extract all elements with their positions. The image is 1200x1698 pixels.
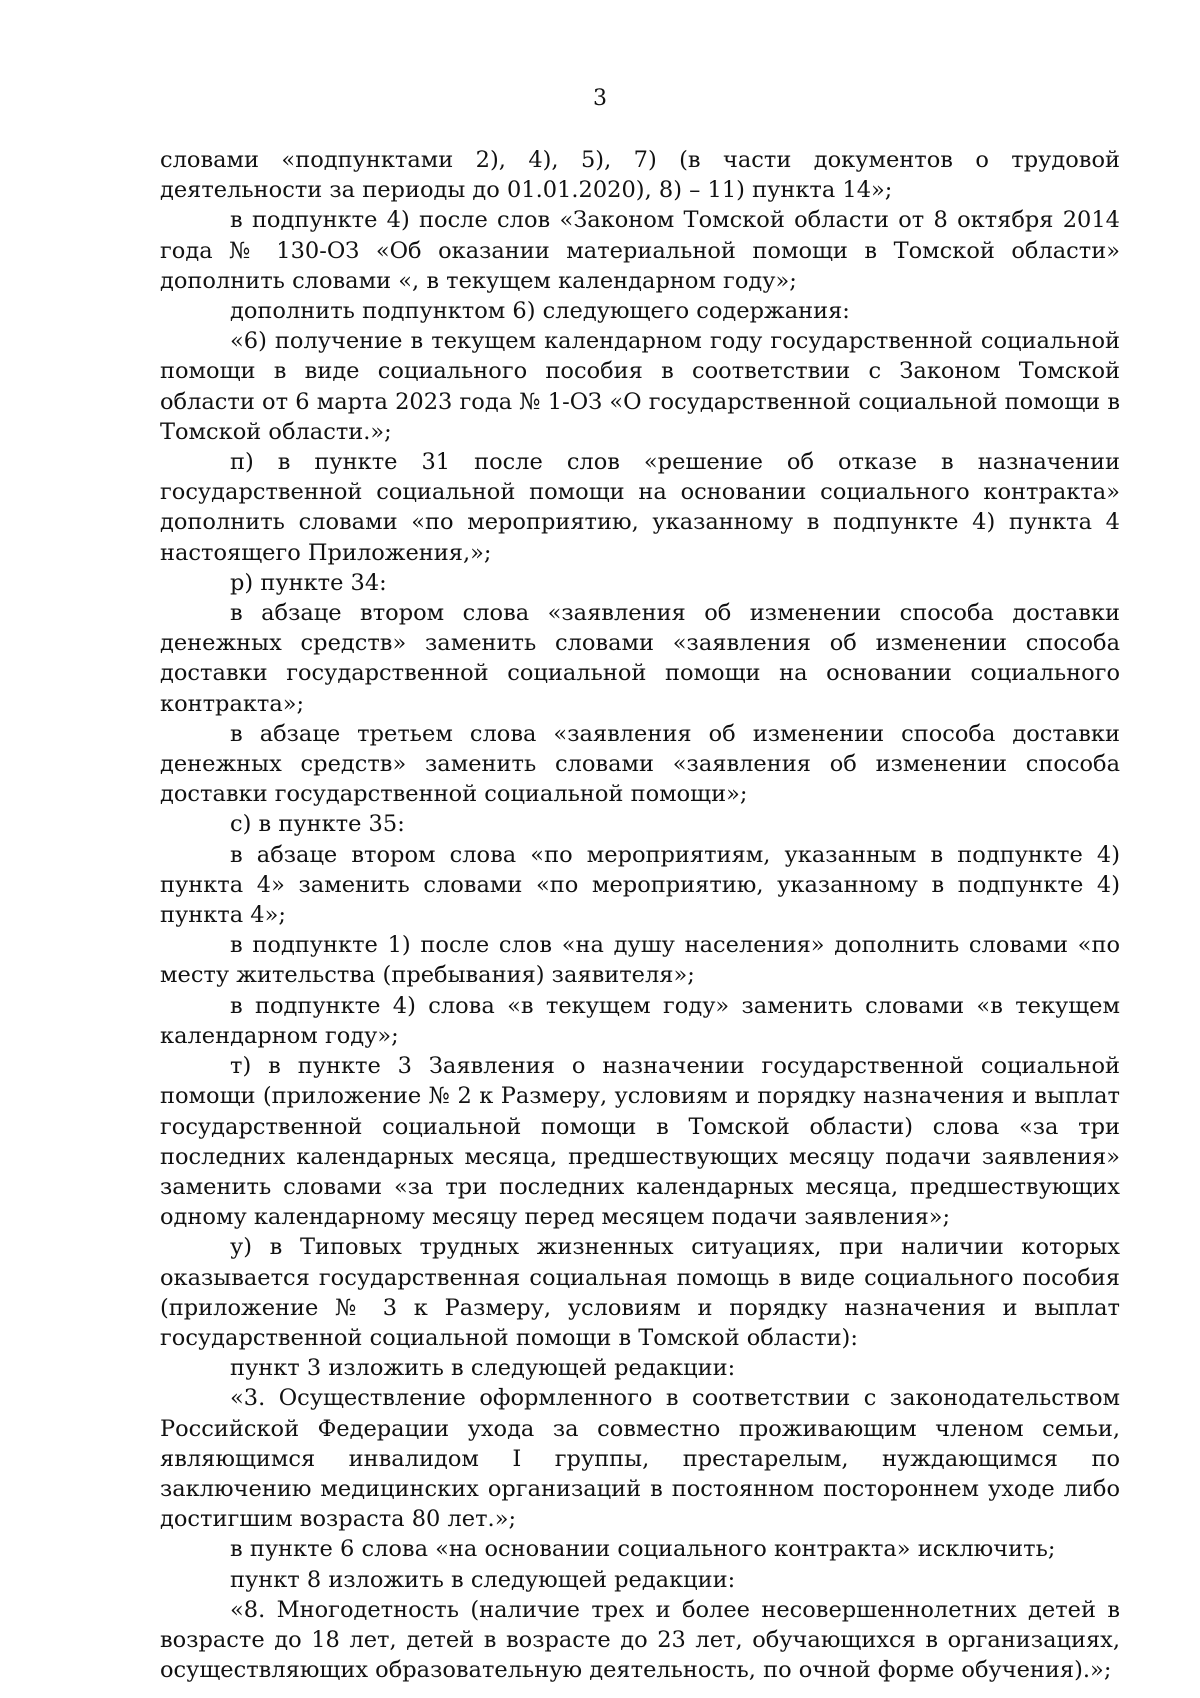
paragraph: дополнить подпунктом 6) следующего содержания: [230,298,850,325]
paragraph: п) в пункте 31 после слов «решение об отказе в назначении государственной социальной помощи на основании социального контракта» дополнить словами «по мероприятию, указанному в подпункте 4) пункта 4 настоящего Приложения,»; [160,449,1120,566]
paragraph: в абзаце третьем слова «заявления об изменении способа доставки денежных средств» заменить словами «заявления об изменении способа доставки государственной социальной помощи»; [160,720,1120,808]
paragraph: в подпункте 4) слова «в текущем году» заменить словами «в текущем календарном году»; [160,992,1120,1049]
paragraph: «8. Многодетность (наличие трех и более несовершеннолетних детей в возрасте до 18 лет, детей в возрасте до 23 лет, обучающихся в организациях, осуществляющих образовательную деятельность, по очной форме обучения).»; [160,1596,1120,1684]
paragraph: р) пункте 34: [230,569,387,596]
paragraph: с) в пункте 35: [230,811,405,838]
paragraph: «6) получение в текущем календарном году государственной социальной помощи в виде социального пособия в соответствии с Законом Томской области от 6 марта 2023 года № 1-ОЗ «О государственной социальной помощи в Томской области.»; [160,328,1120,445]
paragraph: т) в пункте 3 Заявления о назначении государственной социальной помощи (приложение № 2 к Размеру, условиям и порядку назначения и выплат государственной социальной помощи в Томской области) слова «за три последних календарных месяца, предшествующих месяцу подачи заявления» заменить словами «за три последних календарных месяца, предшествующих одному календарному месяцу перед месяцем подачи заявления»; [160,1053,1120,1231]
paragraph: пункт 8 изложить в следующей редакции: [230,1566,736,1593]
document-body [160,145,1120,1685]
paragraph: в подпункте 4) после слов «Законом Томской области от 8 октября 2014 года № 130-ОЗ «Об оказании материальной помощи в Томской области» дополнить словами «, в текущем календарном году»; [160,207,1120,294]
paragraph: в подпункте 1) после слов «на душу населения» дополнить словами «по месту жительства (пребывания) заявителя»; [160,932,1120,989]
paragraph: в абзаце втором слова «по мероприятиям, указанным в подпункте 4) пункта 4» заменить словами «по мероприятию, указанному в подпункте 4) пункта 4»; [160,841,1120,929]
paragraph: «3. Осуществление оформленного в соответствии с законодательством Российской Федерации ухода за совместно проживающим членом семьи, являющимся инвалидом I группы, престарелым, нуждающимся по заключению медицинских организаций в постоянном постороннем уходе либо достигшим возраста 80 лет.»; [160,1385,1120,1533]
paragraph: в пункте 6 слова «на основании социального контракта» исключить; [230,1536,1056,1563]
paragraph: пункт 3 изложить в следующей редакции: [230,1355,736,1382]
paragraph: словами «подпунктами 2), 4), 5), 7) (в части документов о трудовой деятельности за периоды до 01.01.2020), 8) – 11) пункта 14»; [160,147,1120,204]
paragraph: у) в Типовых трудных жизненных ситуациях, при наличии которых оказывается государственная социальная помощь в виде социального пособия (приложение № 3 к Размеру, условиям и порядку назначения и выплат государственной социальной помощи в Томской области): [160,1234,1120,1351]
page-number: 3 [593,86,607,111]
paragraph: в абзаце втором слова «заявления об изменении способа доставки денежных средств» заменить словами «заявления об изменении способа доставки государственной социальной помощи на основании социального контракта»; [160,600,1120,717]
